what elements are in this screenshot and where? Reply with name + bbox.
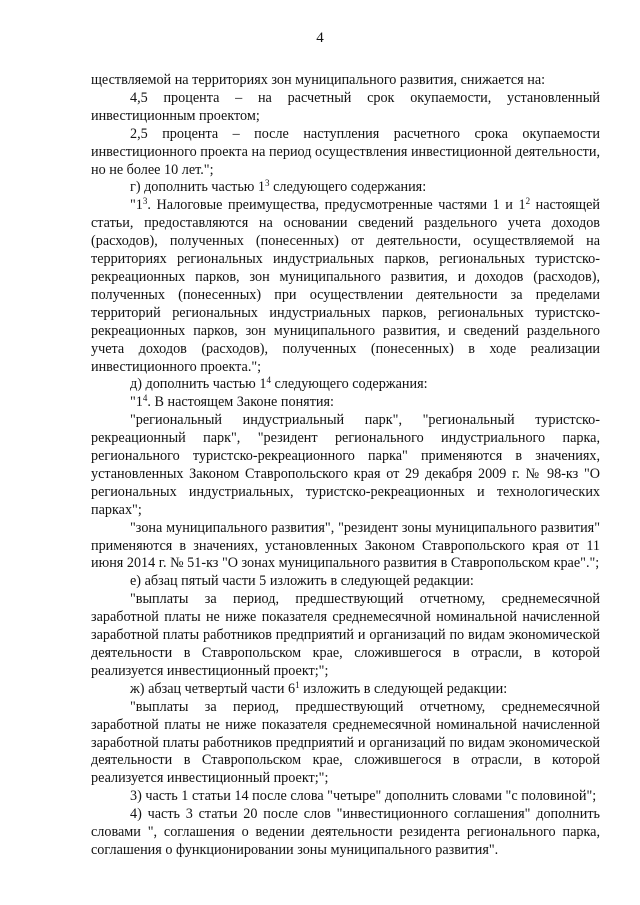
paragraph-rate-4-5: 4,5 процента – на расчетный срок окупаемости, установленный инвестиционным проектом; [91,89,600,124]
paragraph-item-e: е) абзац пятый части 5 изложить в следующей редакции: [130,573,474,590]
paragraph-payments-part-5: "выплаты за период, предшествующий отчетному, среднемесячной заработной платы не ниже показателя среднемесячной номинальной начисленной заработной платы работников предприятий и организаций по видам экономической деятельности в Ставропольском крае, сложившегося в отрасли, в которой реализуется инвестиционный проект;"; [91,591,600,679]
item-zh-text-end: изложить в следующей редакции: [299,680,508,697]
part-1-3-open: "1 [130,197,143,214]
paragraph-payments-part-6: "выплаты за период, предшествующий отчетному, среднемесячной заработной платы не ниже показателя среднемесячной номинальной начисленной заработной платы работников предприятий и организаций по видам экономической деятельности в Ставропольском крае, сложившегося в отрасли, в которой реализуется инвестиционный проект;"; [91,698,600,787]
paragraph-part-1-4 [91,394,600,412]
paragraph-industrial-park-definition: "региональный индустриальный парк", "региональный туристско-рекреационный парк", "резидент регионального индустриального парка, регионального туристско-рекреационного парка" применяются в значениях, установленных Законом Ставропольского края от 29 декабря 2009 г. № 98-кз "О региональных индустриальных, туристско-рекреационных и технологических парках"; [91,412,600,518]
part-1-4-open: "1 [130,394,143,411]
part-1-4-superscript: 4 [142,393,148,404]
paragraph-item-d [91,376,600,394]
document-body [91,72,600,860]
item-zh-superscript: 1 [295,679,300,690]
item-d-superscript: 4 [266,375,271,386]
part-1-3-text-rest: настоящей статьи, предоставляются на основании сведений раздельного учета доходов (расходов), полученных (понесенных) от деятельности, осуществляемой на территориях региональных индустриальных парков, региональных туристско-рекреационных парков, зон муниципального развития, и доходов (расходов), полученных (понесенных) при осуществлении деятельности за пределами территорий региональных индустриальных парков, региональных туристско-рекреационных парков, зон муниципального развития, и сведений раздельного учета доходов (расходов), полученных (понесенных) в ходе реализации инвестиционного проекта."; [91,197,600,375]
page-number: 4 [316,30,324,46]
paragraph-item-zh [91,681,600,699]
paragraph-part-1-3 [91,197,600,376]
item-zh-text: ж) абзац четвертый части 6 [130,680,296,697]
paragraph-item-4: 4) часть 3 статьи 20 после слов "инвестиционного соглашения" дополнить словами ", соглашения о ведении деятельности резидента регионального парка, соглашения о функционировании зоны муниципального развития". [91,806,600,858]
part-1-3-superscript: 3 [142,196,148,207]
item-g-text: г) дополнить частью 1 [130,179,266,196]
part-1-4-text: . В настоящем Законе понятия: [147,394,334,411]
part-1-3-text: . Налоговые преимущества, предусмотренные частями 1 и 1 [147,197,526,214]
paragraph-item-g [91,179,600,197]
paragraph-item-3: 3) часть 1 статьи 14 после слова "четыре" дополнить словами "с половиной"; [130,788,597,805]
part-1-3-ref-superscript: 2 [525,196,531,207]
item-d-text-end: следующего содержания: [270,376,428,393]
item-g-superscript: 3 [265,178,270,189]
item-d-text: д) дополнить частью 1 [130,376,267,393]
paragraph-municipal-zone-definition: "зона муниципального развития", "резидент зоны муниципального развития" применяются в значениях, установленных Законом Ставропольского края от 11 июня 2014 г. № 51-кз "О зонах муниципального развития в Ставропольском крае"."; [91,519,600,572]
paragraph-rate-2-5: 2,5 процента – после наступления расчетного срока окупаемости инвестиционного проекта на период осуществления инвестиционной деятельности, но не более 10 лет."; [91,125,600,178]
paragraph-continuation: ществляемой на территориях зон муниципального развития, снижается на: [91,72,546,88]
item-g-text-end: следующего содержания: [269,179,427,196]
